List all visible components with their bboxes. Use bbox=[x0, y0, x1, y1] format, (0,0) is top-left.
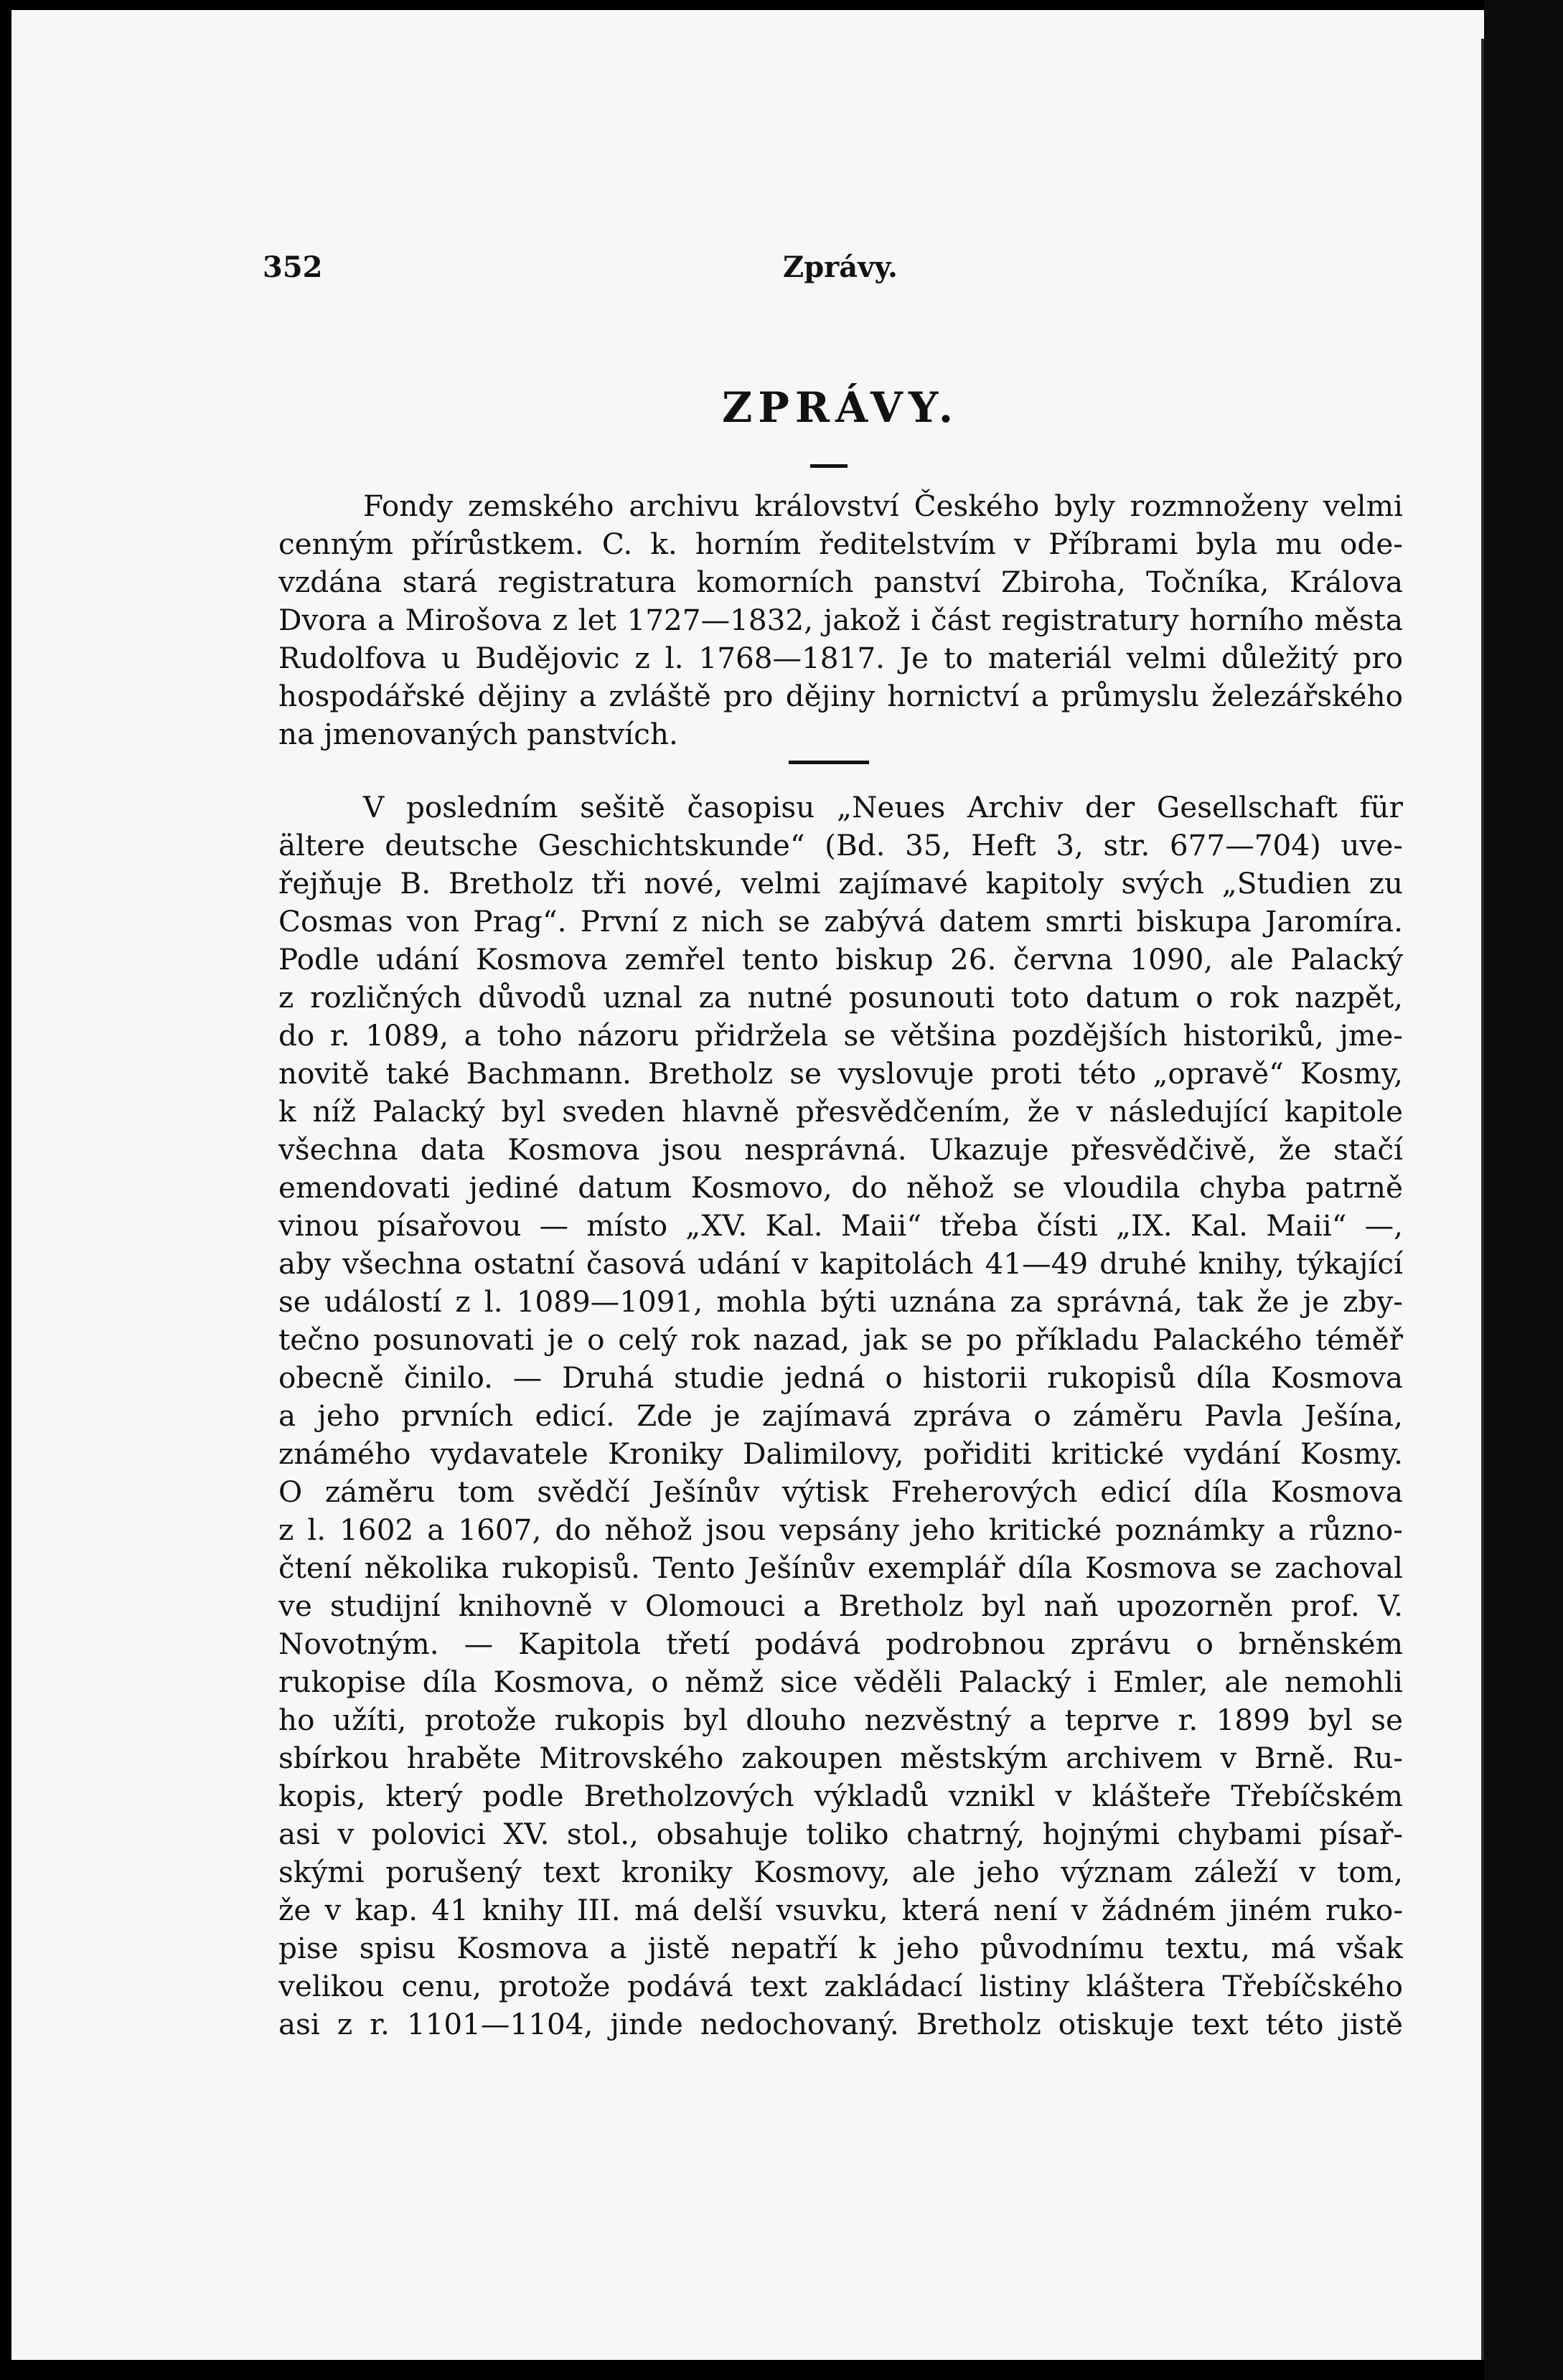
text-line: Rudolfova u Budějovic z l. 1768—1817. Je to materiál velmi důležitý pro bbox=[278, 641, 1403, 675]
text-line: Novotným. — Kapitola třetí podává podrobnou zprávu o brněnském bbox=[278, 1627, 1403, 1661]
text-line: obecně činilo. — Druhá studie jedná o historii rukopisů díla Kosmova bbox=[278, 1360, 1403, 1395]
text-line: Fondy zemského archivu království Českého byly rozmnoženy velmi bbox=[363, 489, 1403, 523]
text-line: do r. 1089, a toho názoru přidržela se většina pozdějších historiků, jme- bbox=[278, 1018, 1403, 1053]
text-line: emendovati jediné datum Kosmovo, do něhož se vloudila chyba patrně bbox=[278, 1170, 1403, 1205]
text-line: řejňuje B. Bretholz tři nové, velmi zajímavé kapitoly svých „Studien zu bbox=[278, 866, 1403, 900]
page-gutter-shadow bbox=[1481, 39, 1484, 2360]
section-title: ZPRÁVY. bbox=[721, 383, 959, 432]
text-line: kopis, který podle Bretholzových výkladů vznikl v klášteře Třebíčském bbox=[278, 1779, 1403, 1813]
text-line: na jmenovaných panstvích. bbox=[278, 717, 678, 751]
text-line: vinou písařovou — místo „XV. Kal. Maii“ třeba čísti „IX. Kal. Maii“ —, bbox=[278, 1208, 1403, 1243]
text-line: skými porušený text kroniky Kosmovy, ale jeho význam záleží v tom, bbox=[278, 1855, 1403, 1889]
text-line: se událostí z l. 1089—1091, mohla býti uznána za správná, tak že je zby- bbox=[278, 1284, 1403, 1319]
text-line: z l. 1602 a 1607, do něhož jsou vepsány jeho kritické poznámky a různo- bbox=[278, 1513, 1403, 1547]
text-line: V posledním sešitě časopisu „Neues Archiv der Gesellschaft für bbox=[363, 790, 1403, 824]
section-divider bbox=[789, 761, 869, 764]
text-line: Cosmas von Prag“. První z nich se zabývá datem smrti biskupa Jaromíra. bbox=[278, 904, 1403, 939]
title-rule bbox=[810, 464, 848, 468]
text-line: sbírkou hraběte Mitrovského zakoupen městským archivem v Brně. Ru- bbox=[278, 1741, 1403, 1775]
text-line: z rozličných důvodů uznal za nutné posunouti toto datum o rok nazpět, bbox=[278, 980, 1403, 1015]
paragraph-archive-holdings bbox=[278, 487, 1403, 753]
text-line: tečno posunovati je o celý rok nazad, jak se po příkladu Palackého téměř bbox=[278, 1322, 1403, 1357]
text-line: novitě také Bachmann. Bretholz se vyslovuje proti této „opravě“ Kosmy, bbox=[278, 1056, 1403, 1091]
text-line: cenným přírůstkem. C. k. horním ředitelstvím v Příbrami byla mu ode- bbox=[278, 527, 1403, 561]
text-line: a jeho prvních edicí. Zde je zajímavá zpráva o záměru Pavla Ješína, bbox=[278, 1398, 1403, 1433]
text-line: velikou cenu, protože podává text zakládací listiny kláštera Třebíčského bbox=[278, 1969, 1403, 2003]
text-line: aby všechna ostatní časová udání v kapitolách 41—49 druhé knihy, týkající bbox=[278, 1246, 1403, 1281]
running-title: Zprávy. bbox=[783, 250, 898, 284]
text-line: hospodářské dějiny a zvláště pro dějiny hornictví a průmyslu železářského bbox=[278, 679, 1403, 713]
paragraph-bretholz-studies bbox=[278, 789, 1403, 2043]
text-line: asi z r. 1101—1104, jinde nedochovaný. Bretholz otiskuje text této jistě bbox=[278, 2007, 1403, 2041]
text-line: vzdána stará registratura komorních panství Zbiroha, Točníka, Králova bbox=[278, 565, 1403, 599]
text-line: pise spisu Kosmova a jistě nepatří k jeho původnímu textu, má však bbox=[278, 1931, 1403, 1965]
text-line: že v kap. 41 knihy III. má delší vsuvku, která není v žádném jiném ruko- bbox=[278, 1893, 1403, 1927]
text-line: asi v polovici XV. stol., obsahuje toliko chatrný, hojnými chybami písař- bbox=[278, 1817, 1403, 1851]
scan-edge-right bbox=[1484, 0, 1563, 2380]
book-page bbox=[11, 10, 1484, 2360]
text-line: všechna data Kosmova jsou nesprávná. Ukazuje přesvědčivě, že stačí bbox=[278, 1132, 1403, 1167]
text-line: ältere deutsche Geschichtskunde“ (Bd. 35, Heft 3, str. 677—704) uve- bbox=[278, 828, 1403, 862]
text-line: k níž Palacký byl sveden hlavně přesvědčením, že v následující kapitole bbox=[278, 1094, 1403, 1129]
text-line: ve studijní knihovně v Olomouci a Bretholz byl naň upozorněn prof. V. bbox=[278, 1589, 1403, 1623]
page-header bbox=[263, 250, 1418, 293]
text-line: známého vydavatele Kroniky Dalimilovy, pořiditi kritické vydání Kosmy. bbox=[278, 1436, 1403, 1471]
text-line: čtení několika rukopisů. Tento Ješínův exemplář díla Kosmova se zachoval bbox=[278, 1551, 1403, 1585]
text-line: ho užíti, protože rukopis byl dlouho nezvěstný a teprve r. 1899 byl se bbox=[278, 1703, 1403, 1737]
text-line: rukopise díla Kosmova, o němž sice věděli Palacký i Emler, ale nemohli bbox=[278, 1665, 1403, 1699]
text-line: Podle udání Kosmova zemřel tento biskup 26. června 1090, ale Palacký bbox=[278, 942, 1403, 977]
text-line: O záměru tom svědčí Ješínův výtisk Freherových edicí díla Kosmova bbox=[278, 1474, 1403, 1509]
page-number: 352 bbox=[263, 250, 323, 284]
text-line: Dvora a Mirošova z let 1727—1832, jakož i část registratury horního města bbox=[278, 603, 1403, 637]
